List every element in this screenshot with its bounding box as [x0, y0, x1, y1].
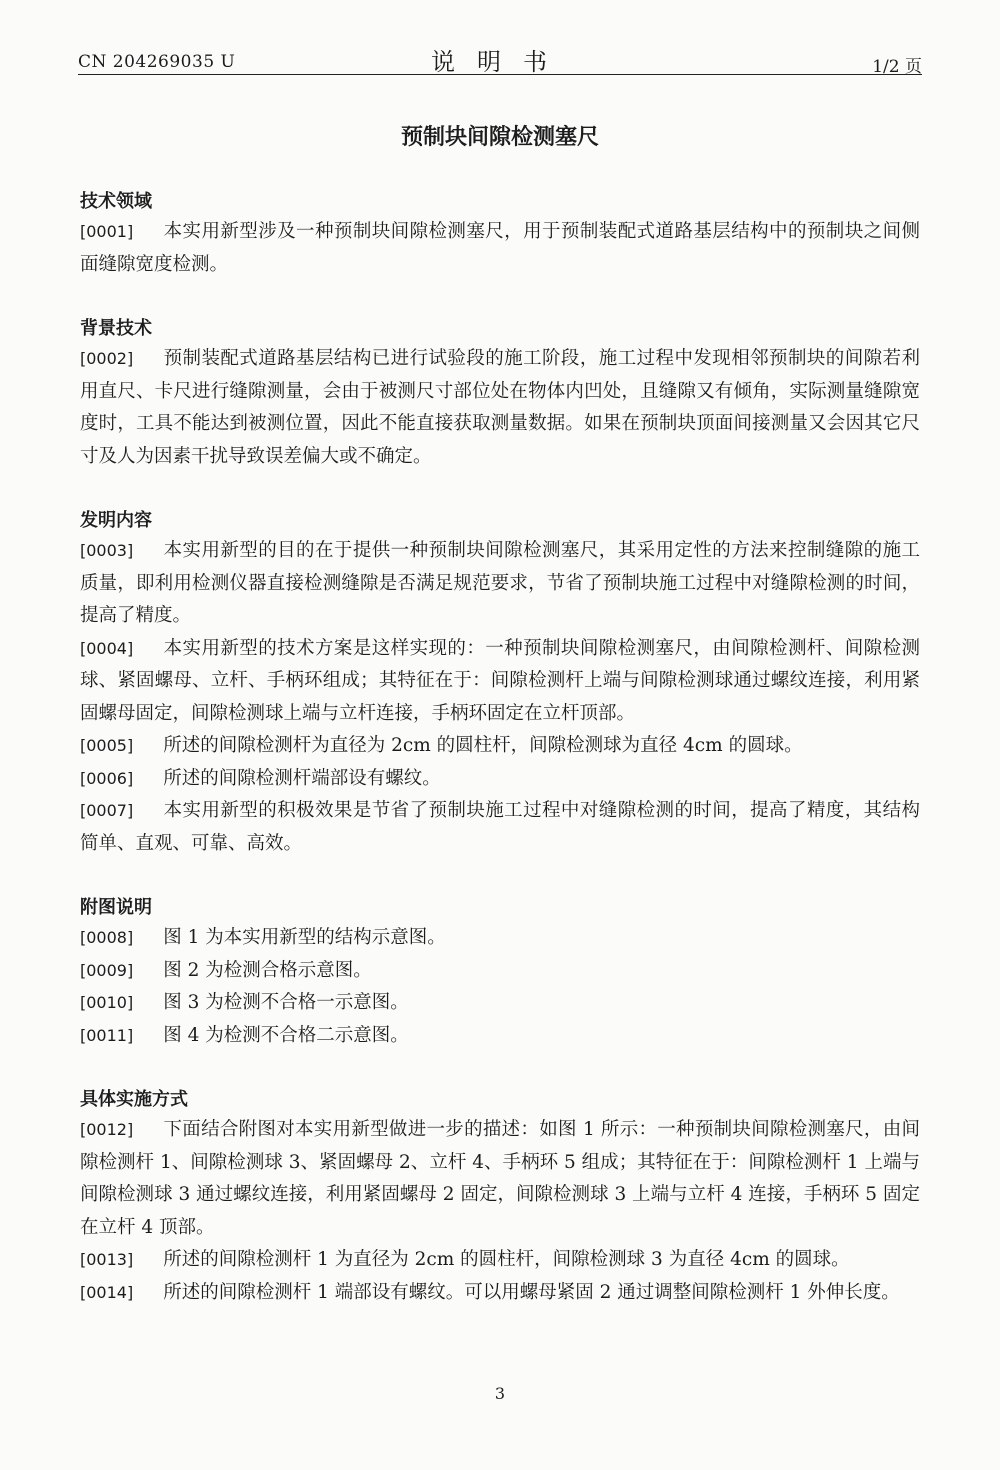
paragraph: [80, 922, 920, 955]
paragraph-number: [0005]: [80, 736, 134, 755]
paragraph-text: 所述的间隙检测杆 1 端部设有螺纹。可以用螺母紧固 2 通过调整间隙检测杆 1 外伸长度。: [163, 1281, 900, 1303]
document-body: [80, 188, 920, 1309]
page-info: 1/2 页: [872, 57, 922, 77]
paragraph: [80, 216, 920, 281]
paragraph-text: 本实用新型的积极效果是节省了预制块施工过程中对缝隙检测的时间，提高了精度，其结构简单、直观、可靠、高效。: [80, 800, 920, 854]
paragraph: [80, 535, 920, 633]
paragraph: [80, 763, 920, 796]
paragraph-number: [0014]: [80, 1282, 134, 1302]
paragraph-number: [0009]: [80, 960, 134, 980]
paragraph-number: [0001]: [80, 222, 134, 241]
section-heading: 技术领域: [80, 191, 152, 212]
paragraph-number: [0011]: [80, 1025, 134, 1045]
paragraph-number: [0012]: [80, 1120, 134, 1139]
paragraph-text: 图 3 为检测不合格一示意图。: [163, 992, 409, 1013]
section-summary: [80, 507, 920, 860]
paragraph-text: 图 1 为本实用新型的结构示意图。: [163, 927, 446, 948]
paragraph-text: 所述的间隙检测杆为直径为 2cm 的圆柱杆，间隙检测球为直径 4cm 的圆球。: [163, 735, 803, 756]
document-title: 预制块间隙检测塞尺: [400, 125, 599, 150]
section-heading: 附图说明: [80, 897, 152, 918]
section-heading: 背景技术: [80, 318, 152, 339]
paragraph: [80, 955, 920, 988]
paragraph-text: 图 4 为检测不合格二示意图。: [163, 1024, 409, 1046]
paragraph-text: 图 2 为检测合格示意图。: [163, 959, 372, 981]
paragraph-number: [0004]: [80, 638, 134, 658]
document-type: 说明书: [431, 48, 569, 76]
paragraph: [80, 1020, 920, 1053]
paragraph: [80, 1114, 920, 1244]
paragraph: [80, 795, 920, 860]
paragraph-number: [0010]: [80, 993, 134, 1012]
paragraph-number: [0002]: [80, 349, 134, 368]
patent-number: CN 204269035 U: [78, 52, 236, 72]
section-drawings: [80, 894, 920, 1052]
paragraph-number: [0006]: [80, 768, 134, 788]
paragraph: [80, 730, 920, 763]
paragraph: [80, 633, 920, 731]
section-field: [80, 188, 920, 281]
paragraph-number: [0013]: [80, 1250, 134, 1269]
paragraph-text: 所述的间隙检测杆端部设有螺纹。: [163, 767, 441, 789]
paragraph: [80, 1277, 920, 1310]
paragraph-text: 本实用新型的目的在于提供一种预制块间隙检测塞尺，其采用定性的方法来控制缝隙的施工质量，即利用检测仪器直接检测缝隙是否满足规范要求，节省了预制块施工过程中对缝隙检测的时间，提高了精度。: [80, 540, 920, 626]
paragraph-text: 本实用新型的技术方案是这样实现的：一种预制块间隙检测塞尺，由间隙检测杆、间隙检测球、紧固螺母、立杆、手柄环组成；其特征在于：间隙检测杆上端与间隙检测球通过螺纹连接，利用紧固螺母固定，间隙检测球上端与立杆连接，手柄环固定在立杆顶部。: [80, 637, 920, 724]
section-embodiment: [80, 1086, 920, 1309]
page-header: [78, 40, 922, 75]
paragraph: [80, 987, 920, 1020]
paragraph-text: 下面结合附图对本实用新型做进一步的描述：如图 1 所示：一种预制块间隙检测塞尺，由间隙检测杆 1、间隙检测球 3、紧固螺母 2、立杆 4、手柄环 5 组成；其特征在于：间隙检测杆 1 上端与间隙检测球 3 通过螺纹连接，利用紧固螺母 2 固定，间隙检测球 3 上端与立杆 4 连接，手柄环 5 固定在立杆 4 顶部。: [80, 1119, 920, 1238]
paragraph-number: [0003]: [80, 541, 134, 560]
section-heading: 发明内容: [80, 510, 152, 531]
paragraph-text: 本实用新型涉及一种预制块间隙检测塞尺，用于预制装配式道路基层结构中的预制块之间侧面缝隙宽度检测。: [80, 221, 920, 275]
paragraph-text: 预制装配式道路基层结构已进行试验段的施工阶段，施工过程中发现相邻预制块的间隙若利用直尺、卡尺进行缝隙测量，会由于被测尺寸部位处在物体内凹处，且缝隙又有倾角，实际测量缝隙宽度时，工具不能达到被测位置，因此不能直接获取测量数据。如果在预制块顶面间接测量又会因其它尺寸及人为因素干扰导致误差偏大或不确定。: [80, 348, 920, 467]
paragraph-text: 所述的间隙检测杆 1 为直径为 2cm 的圆柱杆，间隙检测球 3 为直径 4cm 的圆球。: [163, 1249, 850, 1270]
paragraph: [80, 343, 920, 473]
paragraph-number: [0007]: [80, 801, 134, 820]
section-background: [80, 315, 920, 473]
paragraph-number: [0008]: [80, 928, 134, 947]
page-number: 3: [494, 1384, 506, 1403]
paragraph: [80, 1244, 920, 1277]
section-heading: 具体实施方式: [80, 1089, 188, 1110]
